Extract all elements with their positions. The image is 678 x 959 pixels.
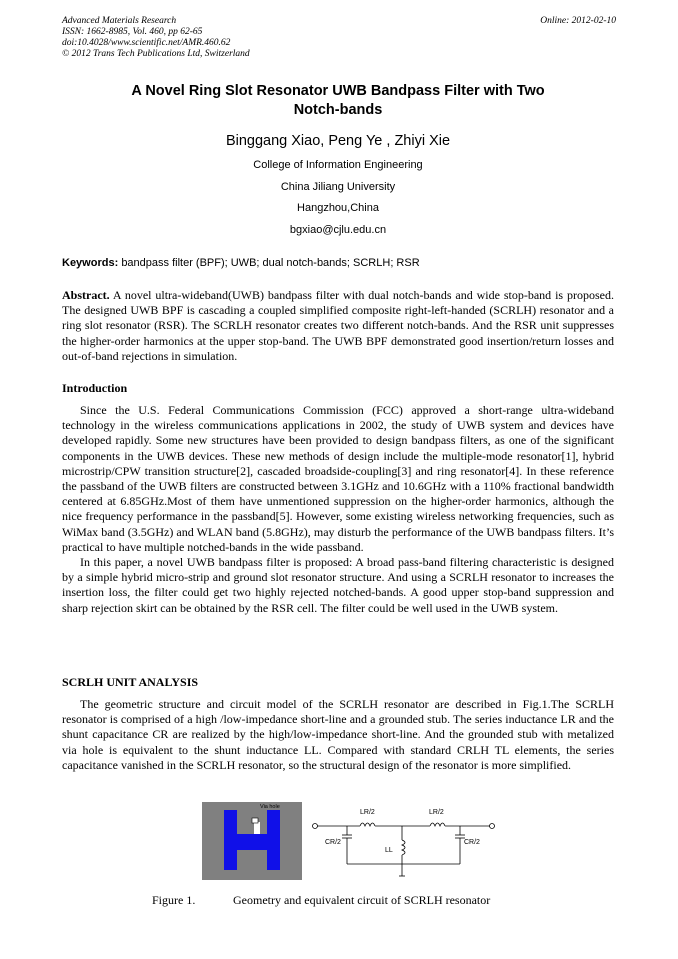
introduction-body (62, 403, 614, 616)
grounded-stub (254, 822, 260, 834)
intro-paragraph-2: In this paper, a novel UWB bandpass filter is proposed: A broad pass-band filtering characteristic is designed by a simple hybrid micro-strip and ground slot resonator structure. And using a SCRLH resonator to increases the insertion loss, the filter could get two highly rejected notched-bands. A good upper stop-band suppression and sharp rejection skirt can be obtained by the RSR cell. The filter could be well used in the UWB system. (62, 555, 614, 615)
scrlh-paragraph-1: The geometric structure and circuit model of the SCRLH resonator are described in Fig.1.The SCRLH resonator is comprised of a high /low-impedance short-line and a grounded stub. The series inductance LR and the shunt capacitance CR are realized by the high/low-impedance short-line. And the grounded stub with metalized via hole is equivalent to the shunt inductance LL. Compared with standard CRLH TL elements, the series capacitance vanished in the SCRLH resonator, so the structural design of the resonator is more simplified. (62, 697, 614, 772)
affiliation-university: China Jiliang University (280, 180, 396, 193)
abstract-label: Abstract. (62, 288, 110, 302)
circuit-wiring (318, 823, 490, 876)
port-left-terminal (313, 824, 318, 829)
scrlh-body (62, 697, 614, 773)
keywords (62, 256, 614, 270)
journal-info (62, 16, 616, 60)
lr-right-label: LR/2 (429, 809, 444, 816)
title-line-1: A Novel Ring Slot Resonator UWB Bandpass Filter with Two (131, 83, 545, 99)
h-left-bar (224, 810, 237, 870)
ll-label: LL (385, 847, 393, 854)
via-hole-icon (252, 818, 258, 823)
authors: Binggang Xiao, Peng Ye , Zhiyi Xie (225, 133, 451, 149)
affiliation-city: Hangzhou,China (297, 202, 379, 214)
via-hole-label: Via hole (260, 804, 280, 810)
figure-caption-label: Figure 1. (152, 893, 196, 907)
doi: doi:10.4028/www.scientific.net/AMR.460.62 (62, 38, 231, 48)
paper-title (62, 82, 614, 120)
section-heading-scrlh: SCRLH UNIT ANALYSIS (62, 675, 199, 689)
affiliation-college: College of Information Engineering (253, 159, 423, 171)
abstract-text: A novel ultra-wideband(UWB) bandpass filter with dual notch-bands and wide stop-band is proposed. The designed UWB BPF is cascading a coupled simplified composite right-left-handed (SCRLH) resonator and a ring slot resonator (RSR). The SCRLH resonator creates two different notch-bands. And the RSR unit suppresses the higher-order harmonics at the upper stop-band. The UWB BPF demonstrated good insertion/return losses and out-of-band rejections in simulation. (62, 288, 614, 363)
affiliation (62, 156, 614, 242)
journal-name: Advanced Materials Research (62, 16, 177, 26)
issn: ISSN: 1662-8985, Vol. 460, pp 62-65 (62, 27, 203, 37)
page-header (62, 16, 616, 60)
cr-left-label: CR/2 (325, 839, 341, 846)
cr-right-label: CR/2 (464, 839, 480, 846)
port-right-terminal (490, 824, 495, 829)
keywords-label: Keywords: (62, 257, 119, 269)
figure-1-graphic (202, 800, 502, 882)
figure-caption-text: Geometry and equivalent circuit of SCRLH resonator (233, 893, 491, 907)
copyright: © 2012 Trans Tech Publications Ltd, Switzerland (62, 49, 250, 59)
h-right-bar (267, 810, 280, 870)
abstract (62, 288, 614, 364)
figure-1 (202, 800, 502, 882)
h-crossbar (237, 834, 267, 850)
online-date: Online: 2012-02-10 (540, 16, 616, 26)
title-line-2: Notch-bands (293, 102, 383, 118)
keywords-text: bandpass filter (BPF); UWB; dual notch-bands; SCRLH; RSR (121, 257, 420, 269)
section-heading-introduction: Introduction (62, 381, 128, 395)
lr-left-label: LR/2 (360, 809, 375, 816)
intro-paragraph-1: Since the U.S. Federal Communications Commission (FCC) approved a short-range ultra-wideband technology in the wireless communications applications in 2002, the study of UWB system and devices have developed rapidly. Some new structures have been provided to design bandpass filters, as one of the significant components in the UWB devices. These new methods of design include the multiple-mode resonator[1], hybrid microstrip/CPW transition structure[2], cascaded broadside-coupling[3] and ring resonator[4]. In these reference the passband of the UWB filters are constructed between 3.1GHz and 10.6GHz with a 110% fractional bandwidth centered at 6.85GHz.Most of them have unmentioned suppression on the higher-order harmonics, although the nice frequency performance in the passband[5]. However, some existing wireless networking frequencies, such as WiMax band (3.5GHz) and WLAN band (5.8GHz), may disturb the performance of the UWB bandpass filters. It’s practical to have multiple notched-bands in the wide passband. (62, 403, 614, 554)
author-email: bgxiao@cjlu.edu.cn (289, 223, 387, 236)
